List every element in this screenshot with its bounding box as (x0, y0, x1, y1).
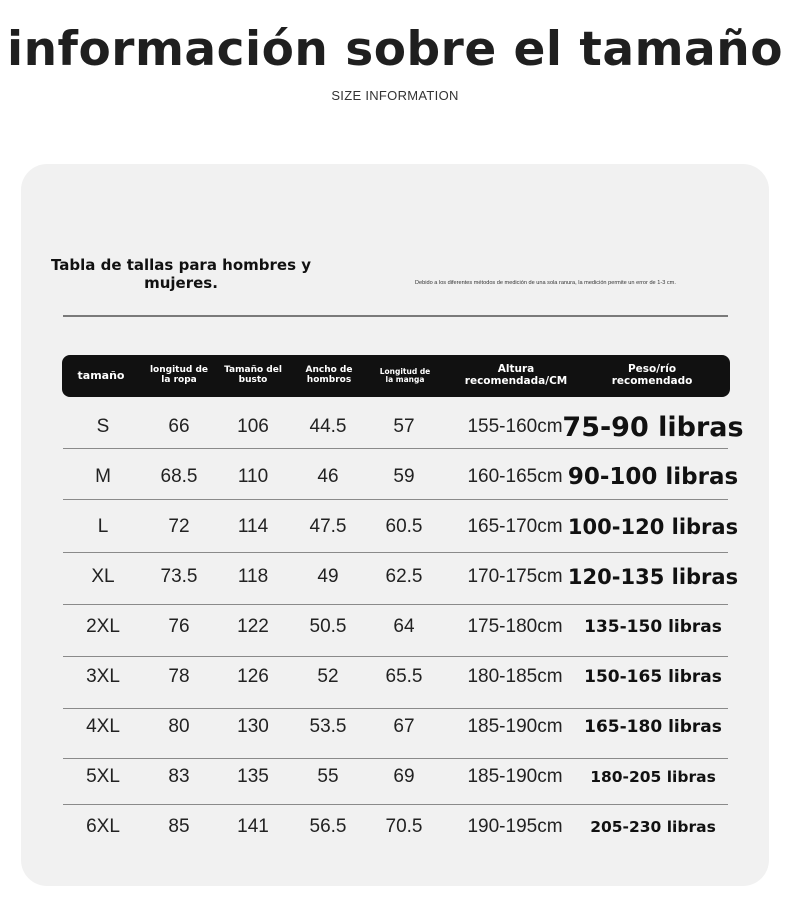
table-row (0, 602, 790, 652)
cell-size: L (97, 516, 109, 537)
cell-sleeve-length: 62.5 (385, 566, 423, 587)
cell-bust-size: 135 (237, 766, 269, 787)
row-divider (63, 656, 728, 657)
measurement-note: Debido a los diferentes métodos de medición de una sola ranura, la medición permite un error de 1-3 cm. (415, 280, 676, 286)
table-row (0, 802, 790, 852)
cell-sleeve-length: 69 (393, 766, 415, 787)
table-header (62, 355, 730, 397)
row-divider (63, 804, 728, 805)
cell-bust-size: 118 (237, 566, 269, 587)
row-divider (63, 604, 728, 605)
cell-recommended-weight: 150-165 libras (584, 667, 722, 687)
cell-bust-size: 110 (237, 466, 269, 487)
cell-recommended-height: 155-160cm (467, 416, 563, 437)
cell-bust-size: 106 (237, 416, 269, 437)
cell-size: 2XL (86, 616, 120, 637)
header-bust-size: Tamaño del busto (224, 365, 282, 385)
cell-recommended-weight: 90-100 libras (567, 464, 739, 490)
header-clothing-length: longitud de la ropa (149, 365, 209, 385)
cell-recommended-height: 170-175cm (467, 566, 563, 587)
cell-shoulder-width: 46 (317, 466, 339, 487)
cell-bust-size: 114 (237, 516, 269, 537)
table-row (0, 452, 790, 502)
table-row (0, 702, 790, 752)
header-recommended-weight: Peso/río recomendado (611, 363, 693, 387)
cell-recommended-height: 190-195cm (467, 816, 563, 837)
header-shoulder-width: Ancho de hombros (305, 365, 353, 385)
cell-recommended-weight: 205-230 libras (590, 818, 716, 836)
cell-clothing-length: 78 (168, 666, 190, 687)
cell-recommended-weight: 165-180 libras (584, 717, 722, 737)
chart-title: Tabla de tallas para hombres y mujeres. (50, 256, 312, 292)
row-divider (63, 448, 728, 449)
page-subtitle: SIZE INFORMATION (331, 88, 459, 103)
cell-shoulder-width: 47.5 (309, 516, 347, 537)
cell-sleeve-length: 60.5 (385, 516, 423, 537)
table-row (0, 402, 790, 452)
cell-bust-size: 126 (237, 666, 269, 687)
cell-shoulder-width: 56.5 (309, 816, 347, 837)
cell-size: 4XL (86, 716, 120, 737)
row-divider (63, 758, 728, 759)
cell-recommended-weight: 135-150 libras (584, 617, 722, 637)
cell-sleeve-length: 57 (393, 416, 415, 437)
cell-size: XL (91, 566, 115, 587)
cell-bust-size: 130 (237, 716, 269, 737)
cell-shoulder-width: 52 (317, 666, 339, 687)
cell-clothing-length: 83 (168, 766, 190, 787)
table-row (0, 752, 790, 802)
table-row (0, 502, 790, 552)
row-divider (63, 552, 728, 553)
header-size: tamaño (77, 368, 125, 382)
cell-recommended-height: 160-165cm (467, 466, 563, 487)
cell-shoulder-width: 55 (317, 766, 339, 787)
cell-size: M (95, 466, 111, 487)
cell-recommended-weight: 180-205 libras (590, 768, 716, 786)
cell-size: S (96, 416, 110, 437)
cell-clothing-length: 72 (168, 516, 190, 537)
cell-sleeve-length: 70.5 (385, 816, 423, 837)
cell-size: 6XL (86, 816, 120, 837)
cell-clothing-length: 76 (168, 616, 190, 637)
cell-recommended-height: 175-180cm (467, 616, 563, 637)
table-row (0, 652, 790, 702)
cell-sleeve-length: 65.5 (385, 666, 423, 687)
cell-shoulder-width: 53.5 (309, 716, 347, 737)
table-row (0, 552, 790, 602)
cell-shoulder-width: 50.5 (309, 616, 347, 637)
cell-shoulder-width: 44.5 (309, 416, 347, 437)
header-sleeve-length: Longitud de la manga (379, 366, 431, 384)
cell-sleeve-length: 64 (393, 616, 415, 637)
cell-recommended-height: 185-190cm (467, 766, 563, 787)
cell-size: 3XL (86, 666, 120, 687)
divider (63, 315, 728, 317)
page-title: información sobre el tamaño (6, 22, 784, 77)
cell-recommended-height: 165-170cm (467, 516, 563, 537)
cell-sleeve-length: 59 (393, 466, 415, 487)
cell-clothing-length: 66 (168, 416, 190, 437)
cell-recommended-weight: 75-90 libras (562, 411, 744, 443)
cell-recommended-height: 180-185cm (467, 666, 563, 687)
cell-bust-size: 122 (237, 616, 269, 637)
cell-clothing-length: 68.5 (160, 466, 198, 487)
cell-sleeve-length: 67 (393, 716, 415, 737)
header-recommended-height: Altura recomendada/CM (464, 363, 568, 387)
cell-recommended-height: 185-190cm (467, 716, 563, 737)
cell-clothing-length: 80 (168, 716, 190, 737)
cell-recommended-weight: 100-120 libras (567, 515, 739, 539)
cell-clothing-length: 85 (168, 816, 190, 837)
row-divider (63, 708, 728, 709)
cell-clothing-length: 73.5 (160, 566, 198, 587)
cell-shoulder-width: 49 (317, 566, 339, 587)
cell-recommended-weight: 120-135 libras (567, 565, 739, 589)
row-divider (63, 499, 728, 500)
cell-bust-size: 141 (237, 816, 269, 837)
cell-size: 5XL (86, 766, 120, 787)
